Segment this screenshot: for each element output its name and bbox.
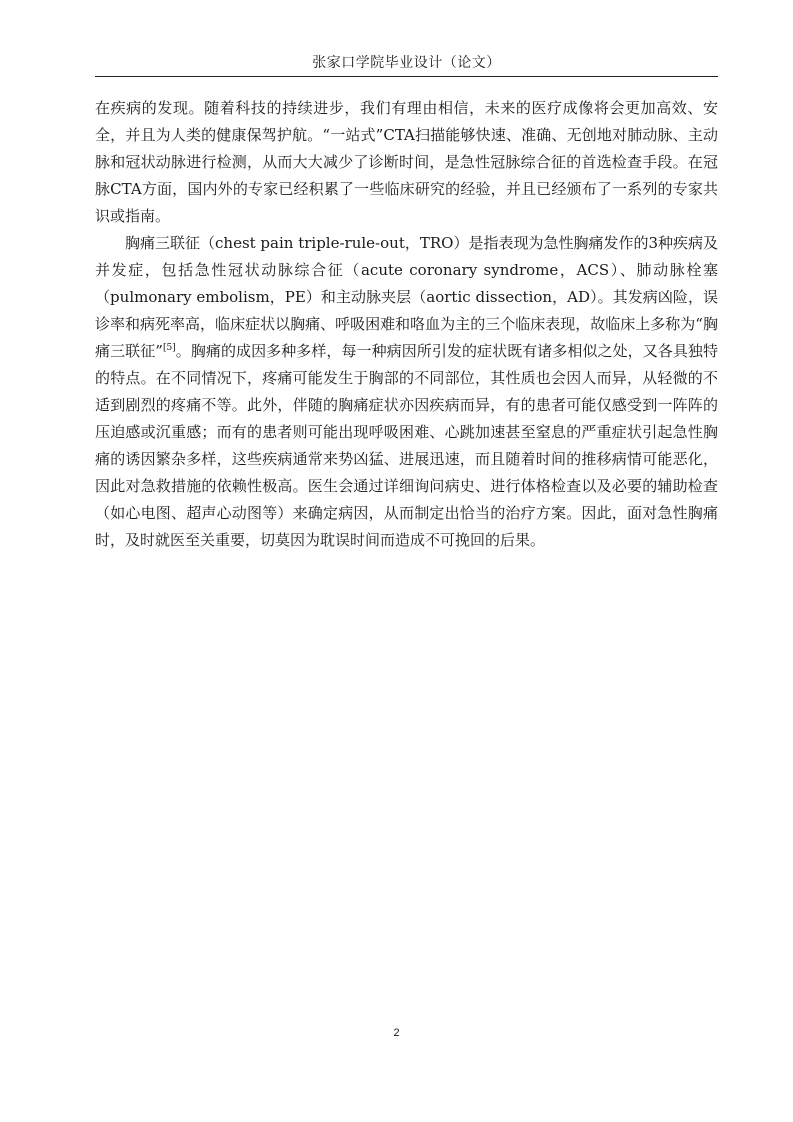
page-number: 2 [393,1027,400,1039]
document-body [95,95,718,554]
header-title: 张家口学院毕业设计（论文） [312,55,501,71]
citation-superscript: [5] [162,343,176,353]
paragraph-2-text-b: 。胸痛的成因多种多样，每一种病因所引发的症状既有诸多相似之处，又各具独特的特点。在不同情况下，疼痛可能发生于胸部的不同部位，其性质也会因人而异，从轻微的不适到剧烈的疼痛不等。此外，伴随的胸痛症状亦因疾病而异，有的患者可能仅感受到一阵阵的压迫感或沉重感；而有的患者则可能出现呼吸困难、心跳加速甚至窒息的严重症状引起急性胸痛的诱因繁杂多样，这些疾病通常来势凶猛、进展迅速，而且随着时间的推移病情可能恶化，因此对急救措施的依赖性极高。医生会通过详细询问病史、进行体格检查以及必要的辅助检查（如心电图、超声心动图等）来确定病因，从而制定出恰当的治疗方案。因此，面对急性胸痛时，及时就医至关重要，切莫因为耽误时间而造成不可挽回的后果。 [95,342,718,549]
paragraph-1: 在疾病的发现。随着科技的持续进步，我们有理由相信，未来的医疗成像将会更加高效、安全，并且为人类的健康保驾护航。“一站式”CTA扫描能够快速、准确、无创地对肺动脉、主动脉和冠状动脉进行检测，从而大大减少了诊断时间，是急性冠脉综合征的首选检查手段。在冠脉CTA方面，国内外的专家已经积累了一些临床研究的经验，并且已经颁布了一系列的专家共识或指南。 [95,99,718,225]
paragraph-2 [95,230,718,554]
paragraph-2-text-a: 胸痛三联征（chest pain triple-rule-out，TRO）是指表现为急性胸痛发作的3种疾病及并发症，包括急性冠状动脉综合征（acute coronary syndrome，ACS）、肺动脉栓塞（pulmonary embolism，PE）和主动脉夹层（aortic dissection，AD）。其发病凶险，误诊率和病死率高，临床症状以胸痛、呼吸困难和咯血为主的三个临床表现，故临床上多称为“胸痛三联征” [95,234,718,360]
page-header [95,54,718,77]
